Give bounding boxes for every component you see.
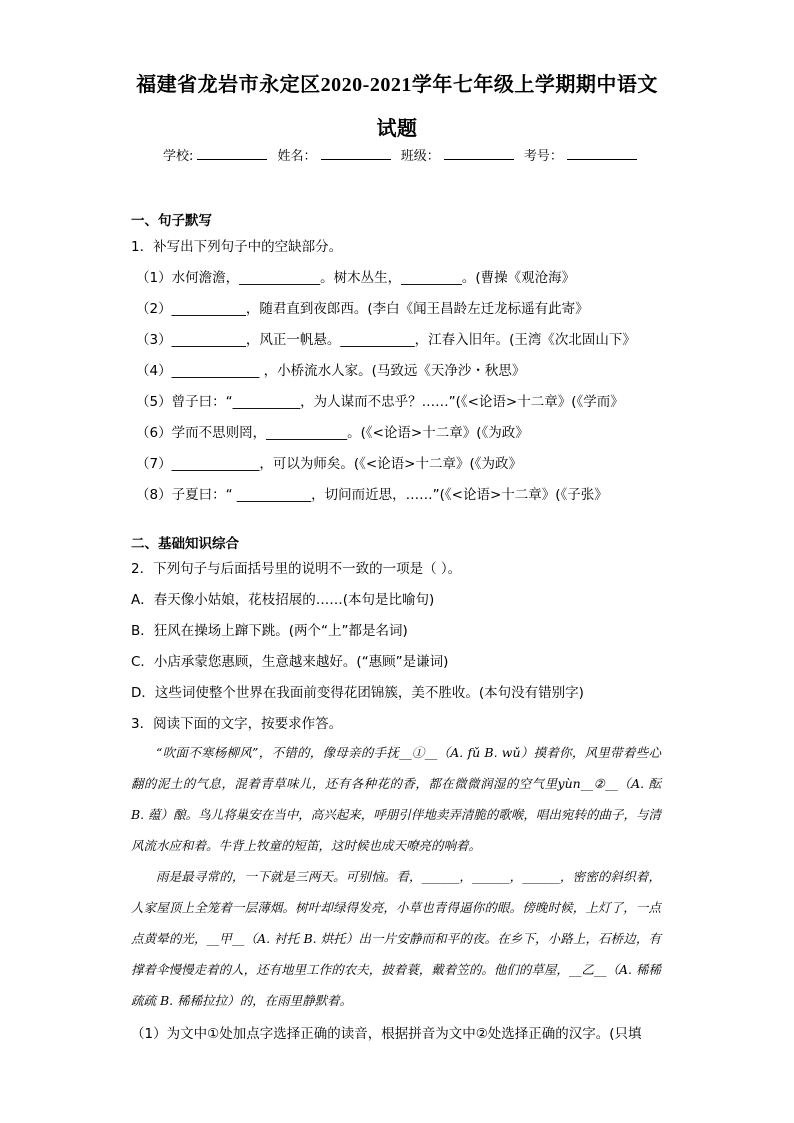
question-1-item: （7）_____________，可以为师矣。(《<论语>十二章》(《为政》 — [136, 456, 522, 472]
sub-question-1: （1）为文中①处加点字选择正确的读音，根据拼音为文中②处选择正确的汉字。(只填 — [131, 1026, 642, 1042]
question-2: 2．下列句子与后面括号里的说明不一致的一项是（ ）。 — [131, 561, 462, 577]
passage-paragraph: “吹面不寒杨柳风”，不错的，像母亲的手抚__①__（A. fǔ B. wǔ）摸着你，风里带着些心翻的泥土的气息，混着青草味儿，还有各种花的香，都在微微润湿的空气里yùn__②__（A. 酝 B. 蕴）酿。鸟儿将巢安在当中，高兴起来，呼朋引伴地卖弄清脆的歌喉，唱出宛转的曲子，与清风流水应和着。牛背上牧童的短笛，这时候也成天嘹亮的响着。 — [131, 745, 661, 853]
question-3: 3．阅读下面的文字，按要求作答。 — [131, 716, 343, 732]
question-1: 1．补写出下列句子中的空缺部分。 — [131, 239, 343, 255]
number-label: 考号： — [523, 149, 563, 164]
question-1-item: （5）曾子曰：“__________，为人谋而不忠乎？……”(《<论语>十二章》(《学而》 — [136, 394, 624, 410]
reading-passage — [131, 737, 661, 861]
page-title-continued: 试题 — [376, 118, 418, 140]
reading-passage-2 — [131, 861, 661, 1016]
question-1-item: （1）水何澹澹，____________。树木丛生，_________。(曹操《观沧海》 — [136, 270, 576, 286]
question-1-item: （6）学而不思则罔，____________。(《<论语>十二章》(《为政》 — [136, 425, 529, 441]
student-info-row — [163, 145, 641, 164]
name-blank[interactable] — [321, 147, 391, 160]
passage-paragraph: 雨是最寻常的，一下就是三两天。可别恼。看，______，______，______，密密的斜织着，人家屋顶上全笼着一层薄烟。树叶却绿得发亮，小草也青得逼你的眼。傍晚时候，上灯了，一点点黄晕的光，__甲__（A. 衬托 B. 烘托）出一片安静而和平的夜。在乡下，小路上，石桥边，有撑着伞慢慢走着的人，还有地里工作的农夫，披着蓑，戴着笠的。他们的草屋，__乙__（A. 稀稀疏疏 B. 稀稀拉拉）的，在雨里静默着。 — [131, 869, 661, 1008]
question-1-item: （8）子夏曰：“ ___________，切问而近思，……”(《<论语>十二章》(《子张》 — [136, 487, 608, 503]
page-title: 福建省龙岩市永定区2020-2021学年七年级上学期期中语文 — [136, 74, 658, 96]
question-1-item: （4）_____________ ，小桥流水人家。(马致远《天净沙・秋思》 — [136, 363, 526, 379]
school-label: 学校: — [163, 149, 194, 164]
option-c: C．小店承蒙您惠顾，生意越来越好。(“惠顾”是谦词) — [131, 654, 449, 670]
option-a: A．春天像小姑娘，花枝招展的……(本句是比喻句) — [131, 592, 435, 608]
class-blank[interactable] — [444, 147, 514, 160]
class-label: 班级： — [400, 149, 440, 164]
section-heading: 一、句子默写 — [131, 213, 212, 229]
section-heading: 二、基础知识综合 — [131, 536, 239, 552]
question-1-item: （2）___________，随君直到夜郎西。(李白《闻王昌龄左迁龙标遥有此寄》 — [136, 301, 589, 317]
option-d: D．这些词使整个世界在我面前变得花团锦簇，美不胜收。(本句没有错别字) — [131, 685, 584, 701]
option-b: B．狂风在操场上蹿下跳。(两个“上”都是名词) — [131, 623, 408, 639]
name-label: 姓名： — [277, 149, 317, 164]
school-blank[interactable] — [197, 147, 267, 160]
number-blank[interactable] — [567, 147, 637, 160]
question-1-item: （3）___________，风正一帆悬。___________，江春入旧年。(王湾《次北固山下》 — [136, 332, 636, 348]
